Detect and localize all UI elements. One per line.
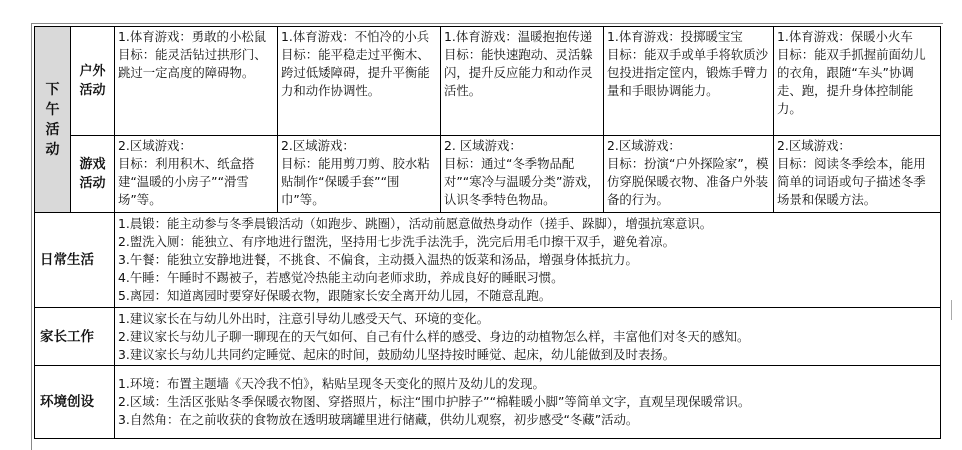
daily-life-content: [115, 213, 941, 308]
daily-item-2: 2.盥洗入厕：能独立、有序地进行盥洗，坚持用七步洗手法洗手，洗完后用毛巾擦干双手，避免着凉。: [118, 234, 676, 249]
area-title-3: 2. 区域游戏：: [444, 138, 522, 153]
area-title-1: 2.区域游戏：: [118, 138, 192, 153]
outdoor-title-4: 1.体育游戏：投掷暖宝宝: [607, 29, 743, 44]
outdoor-cell-3: [441, 27, 604, 136]
parent-item-2: 2.建议家长与幼儿子聊一聊现在的天气如何、自己有什么样的感受、身边的动植物怎么样，丰富他们对冬天的感知。: [118, 328, 750, 344]
area-title-4: 2.区域游戏：: [607, 138, 681, 153]
environment-label: 环境创设: [35, 366, 115, 439]
parent-item-1: 1.建议家长在与幼儿外出时，注意引导幼儿感受天气、环境的变化。: [118, 310, 490, 326]
area-goal-5: 目标：阅读冬季绘本，能用简单的词语或句子描述冬季场景和保暖方法。: [777, 156, 926, 207]
scroll-marker[interactable]: [951, 300, 960, 320]
outdoor-cell-4: [604, 27, 774, 136]
area-cell-5: [774, 136, 941, 213]
environment-row: [35, 366, 941, 439]
afternoon-section-label: [35, 27, 71, 213]
outdoor-goal-4: 目标：能双手或单手将软质沙包投进指定筐内，锻炼手臂力量和手眼协调能力。: [607, 47, 769, 98]
outdoor-goal-1: 目标：能灵活钻过拱形门、跳过一定高度的障碍物。: [118, 47, 267, 80]
area-cell-2: [278, 136, 441, 213]
weekly-plan-table: [34, 26, 941, 439]
environment-item-3: 3.自然角：在之前收获的食物放在透明玻璃罐里进行储藏，供幼儿观察，初步感受“冬藏”活动。: [118, 412, 639, 427]
parent-work-row: [35, 308, 941, 366]
outdoor-cell-5: [774, 27, 941, 136]
area-title-5: 2.区域游戏：: [777, 138, 851, 153]
outdoor-goal-5: 目标：能双手抓握前面幼儿的衣角，跟随“车头”协调走、跑，提升身体控制能力。: [777, 47, 926, 116]
daily-item-5: 5.离园：知道离园时要穿好保暖衣物，跟随家长安全离开幼儿园，不随意乱跑。: [118, 288, 552, 303]
outdoor-label-text: 户外活动: [79, 64, 106, 98]
outdoor-title-3: 1.体育游戏：温暖抱抱传递: [444, 29, 593, 44]
area-goal-3: 目标：通过“冬季物品配对”“寒冷与温暖分类”游戏，认识冬季特色物品。: [444, 156, 600, 207]
area-title-2: 2.区域游戏：: [281, 138, 355, 153]
area-cell-1: [115, 136, 278, 213]
environment-item-2: 2.区域：生活区张贴冬季保暖衣物图、穿搭照片，标注“围巾护脖子”“棉鞋暖小脚”等简单文字，直观呈现保暖常识。: [118, 394, 751, 409]
daily-item-1: 1.晨锻：能主动参与冬季晨锻活动（如跑步、跳圈），活动前愿意做热身动作（搓手、跺脚），增强抗寒意识。: [118, 216, 713, 231]
daily-item-4: 4.午睡：午睡时不踢被子，若感觉冷热能主动向老师求助，养成良好的睡眠习惯。: [118, 270, 564, 285]
parent-work-label: 家长工作: [35, 308, 115, 366]
afternoon-label-text: 下午活动: [45, 81, 60, 158]
area-cell-3: [441, 136, 604, 213]
parent-work-content: [115, 308, 941, 366]
afternoon-area-row: [35, 136, 941, 213]
area-games-label: [71, 136, 115, 213]
outdoor-label: [71, 27, 115, 136]
parent-item-3: 3.建议家长与幼儿共同约定睡觉、起床的时间，鼓励幼儿坚持按时睡觉、起床，幼儿能做到及时表扬。: [118, 346, 676, 362]
area-goal-4: 目标：扮演“户外探险家”，模仿穿脱保暖衣物、准备户外装备的行为。: [607, 156, 769, 207]
daily-item-3: 3.午餐：能独立安静地进餐，不挑食、不偏食，主动摄入温热的饭菜和汤品，增强身体抵抗力。: [118, 252, 638, 267]
area-cell-4: [604, 136, 774, 213]
area-games-label-text: 游戏活动: [79, 157, 106, 191]
area-goal-2: 目标：能用剪刀剪、胶水粘贴制作“保暖手套”“围巾”等。: [281, 156, 430, 207]
outdoor-title-1: 1.体育游戏：勇敢的小松鼠: [118, 29, 267, 44]
outdoor-goal-3: 目标：能快速跑动、灵活躲闪，提升反应能力和动作灵活性。: [444, 47, 593, 98]
afternoon-outdoor-row: [35, 27, 941, 136]
daily-life-row: [35, 213, 941, 308]
outdoor-goal-2: 目标：能平稳走过平衡木、跨过低矮障碍，提升平衡能力和动作协调性。: [281, 47, 430, 98]
environment-item-1: 1.环境：布置主题墙《天冷我不怕》，粘贴呈现冬天变化的照片及幼儿的发现。: [118, 376, 545, 391]
daily-life-label: 日常生活: [35, 213, 115, 308]
outdoor-title-2: 1.体育游戏：不怕冷的小兵: [281, 29, 430, 44]
outdoor-title-5: 1.体育游戏：保暖小火车: [777, 29, 913, 44]
environment-content: [115, 366, 941, 439]
area-goal-1: 目标：利用积木、纸盒搭建“温暖的小房子”“滑雪场”等。: [118, 156, 255, 207]
outdoor-cell-2: [278, 27, 441, 136]
outdoor-cell-1: [115, 27, 278, 136]
